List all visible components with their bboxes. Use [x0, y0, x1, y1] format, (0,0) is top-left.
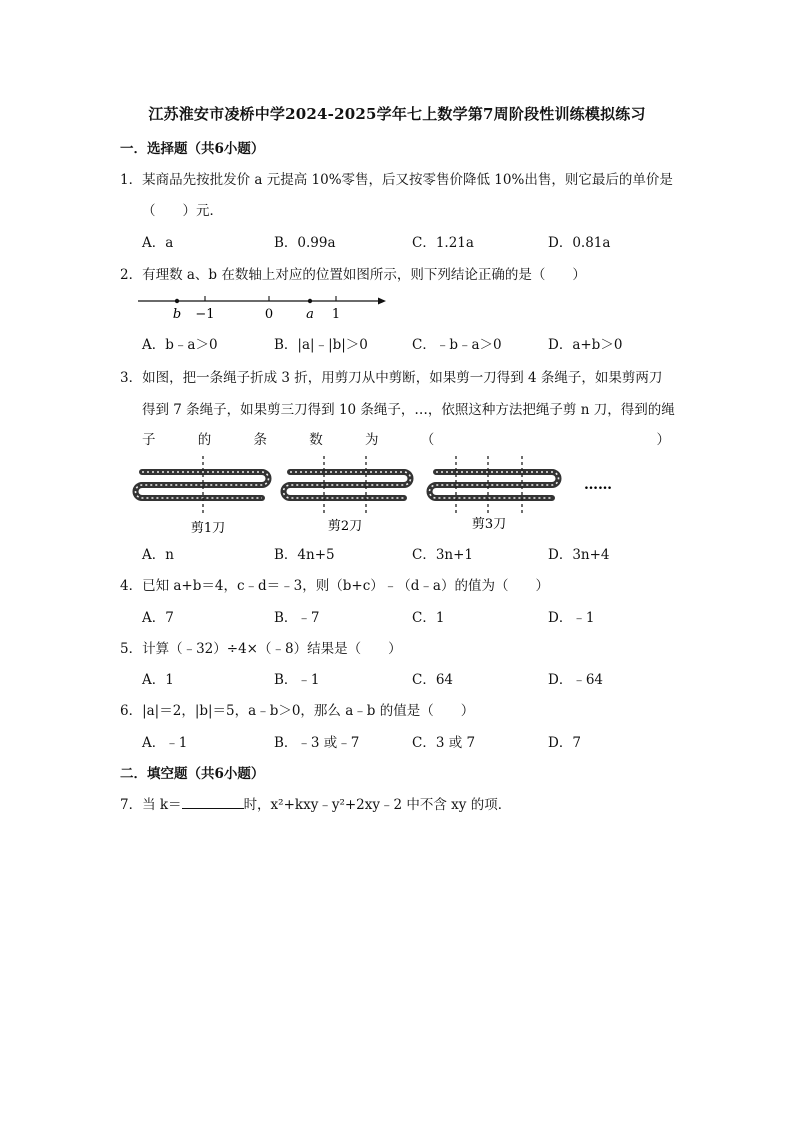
question-3-line2: 得到 7 条绳子，如果剪三刀得到 10 条绳子，…，依照这种方法把绳子剪 n 刀，得到的绳 — [142, 402, 675, 418]
option-b[interactable]: B．﹣3 或﹣7 — [274, 735, 360, 751]
option-a[interactable]: A．a — [142, 235, 174, 251]
question-3-line1: 3．如图，把一条绳子折成 3 折，用剪刀从中剪断，如果剪一刀得到 4 条绳子，如果剪两刀 — [120, 370, 663, 386]
option-b[interactable]: B．﹣1 — [274, 672, 320, 688]
cut-label-3: 剪3刀 — [471, 517, 507, 532]
question-7-prefix: 7．当 k＝ — [120, 797, 182, 813]
option-b[interactable]: B．|a|﹣|b|＞0 — [274, 337, 368, 353]
question-2-text: 2．有理数 a、b 在数轴上对应的位置如图所示，则下列结论正确的是（ ） — [120, 267, 586, 283]
answer-blank[interactable] — [182, 796, 244, 809]
question-6-text: 6．|a|＝2，|b|＝5，a﹣b＞0，那么 a﹣b 的值是（ ） — [120, 703, 475, 719]
label-neg1: −1 — [195, 307, 215, 322]
rope-cutting-figure — [130, 452, 630, 538]
option-d[interactable]: D．﹣64 — [548, 672, 604, 688]
rope-3 — [430, 472, 559, 498]
option-c[interactable]: C．1 — [412, 610, 445, 626]
question-4-text: 4．已知 a+b＝4，c﹣d＝﹣3，则（b+c）﹣（d﹣a）的值为（ ） — [120, 578, 549, 594]
cut-label-1: 剪1刀 — [190, 521, 226, 536]
option-c[interactable]: C．﹣b﹣a＞0 — [412, 337, 502, 353]
option-b[interactable]: B．4n+5 — [274, 547, 335, 563]
label-b: b — [172, 307, 182, 322]
question-1-line2: （ ）元． — [142, 203, 223, 219]
option-c[interactable]: C．64 — [412, 672, 454, 688]
option-b[interactable]: B．﹣7 — [274, 610, 320, 626]
label-one: 1 — [331, 307, 341, 322]
option-c[interactable]: C．3n+1 — [412, 547, 474, 563]
option-a[interactable]: A．﹣1 — [142, 735, 188, 751]
option-d[interactable]: D．3n+4 — [548, 547, 610, 563]
option-d[interactable]: D．0.81a — [548, 235, 611, 251]
section-heading-choice: 一．选择题（共6小题） — [120, 141, 265, 157]
option-c[interactable]: C．3 或 7 — [412, 735, 476, 751]
option-a[interactable]: A．b﹣a＞0 — [142, 337, 218, 353]
page-title: 江苏淮安市凌桥中学2024-2025学年七上数学第7周阶段性训练模拟练习 — [148, 105, 646, 123]
option-a[interactable]: A．1 — [142, 672, 174, 688]
cut-label-2: 剪2刀 — [327, 519, 363, 534]
option-d[interactable]: D．7 — [548, 735, 581, 751]
point-b — [175, 299, 179, 303]
arrow-head-icon — [378, 298, 386, 305]
label-a: a — [306, 307, 314, 322]
option-d[interactable]: D．a+b＞0 — [548, 337, 623, 353]
continuation-dots: …… — [584, 477, 612, 493]
label-zero: 0 — [264, 307, 274, 322]
option-d[interactable]: D．﹣1 — [548, 610, 595, 626]
option-c[interactable]: C．1.21a — [412, 235, 474, 251]
point-a — [308, 299, 312, 303]
section-heading-fill-in: 二．填空题（共6小题） — [120, 766, 265, 782]
question-3-line3: 子 的 条 数 为 （ ） — [142, 432, 670, 448]
option-a[interactable]: A．7 — [142, 610, 174, 626]
question-5-text: 5．计算（﹣32）÷4×（﹣8）结果是（ ） — [120, 641, 402, 657]
question-7-suffix: 时，x²+kxy﹣y²+2xy﹣2 中不含 xy 的项． — [243, 797, 512, 813]
option-a[interactable]: A．n — [142, 547, 174, 563]
option-b[interactable]: B．0.99a — [274, 235, 336, 251]
number-line-figure — [136, 288, 396, 322]
question-7 — [120, 793, 511, 813]
question-1-line1: 1．某商品先按批发价 a 元提高 10%零售，后又按零售价降低 10%出售，则它最后的单价是 — [120, 172, 673, 188]
